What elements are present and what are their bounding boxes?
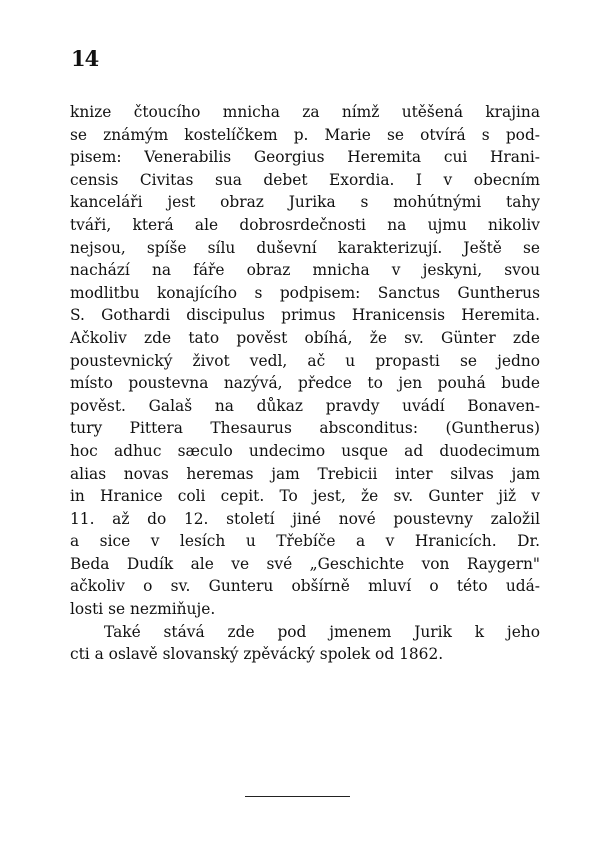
- text-line: Také stává zde pod jmenem Jurik k jeho: [104, 622, 540, 641]
- text-line: S. Gothardi discipulus primus Hranicensis Heremita.: [70, 306, 540, 325]
- text-line: cti a oslavě slovanský zpěvácký spolek od 1862.: [70, 645, 444, 664]
- text-line: nachází na fáře obraz mnicha v jeskyni, svou: [70, 261, 540, 280]
- text-line: losti se nezmiňuje.: [70, 600, 216, 619]
- text-line: tváři, která ale dobrosrdečnosti na ujmu nikoliv: [70, 215, 540, 234]
- text-line: a sice v lesích u Třebíče a v Hranicích. Dr.: [70, 532, 540, 551]
- text-line: místo poustevna nazývá, předce to jen pouhá bude: [70, 374, 540, 393]
- text-line: pisem: Venerabilis Georgius Heremita cui Hrani-: [70, 148, 540, 167]
- paragraph-1: [70, 101, 540, 621]
- text-line: modlitbu konajícího s podpisem: Sanctus Guntherus: [70, 283, 540, 302]
- page-number: 14: [71, 46, 99, 71]
- text-line: censis Civitas sua debet Exordia. I v obecním: [70, 170, 540, 189]
- body-text: [70, 101, 540, 666]
- text-line: alias novas heremas jam Trebicii inter silvas jam: [70, 464, 540, 483]
- text-line: 11. až do 12. století jiné nové poustevny založil: [70, 509, 540, 528]
- text-line: tury Pittera Thesaurus absconditus: (Guntherus): [70, 419, 540, 438]
- text-line: poustevnický život vedl, ač u propasti se jedno: [70, 351, 540, 370]
- text-line: nejsou, spíše sílu duševní karakterizují. Ještě se: [70, 238, 540, 257]
- text-line: in Hranice coli cepit. To jest, že sv. Gunter již v: [70, 487, 540, 506]
- text-line: pověst. Galaš na důkaz pravdy uvádí Bonaven-: [70, 396, 540, 415]
- text-line: se známým kostelíčkem p. Marie se otvírá s pod-: [70, 125, 540, 144]
- paragraph-2: [70, 621, 540, 666]
- end-rule: [245, 796, 350, 797]
- text-line: kanceláři jest obraz Jurika s mohútnými tahy: [70, 193, 540, 212]
- text-line: hoc adhuc sæculo undecimo usque ad duodecimum: [70, 441, 540, 460]
- text-line: Beda Dudík ale ve své „Geschichte von Raygern": [70, 554, 540, 573]
- text-line: Ačkoliv zde tato pověst obíhá, že sv. Günter zde: [70, 328, 540, 347]
- text-line: ačkoliv o sv. Gunteru obšírně mluví o této udá-: [70, 577, 540, 596]
- text-line: knize čtoucího mnicha za nímž utěšená krajina: [70, 103, 540, 121]
